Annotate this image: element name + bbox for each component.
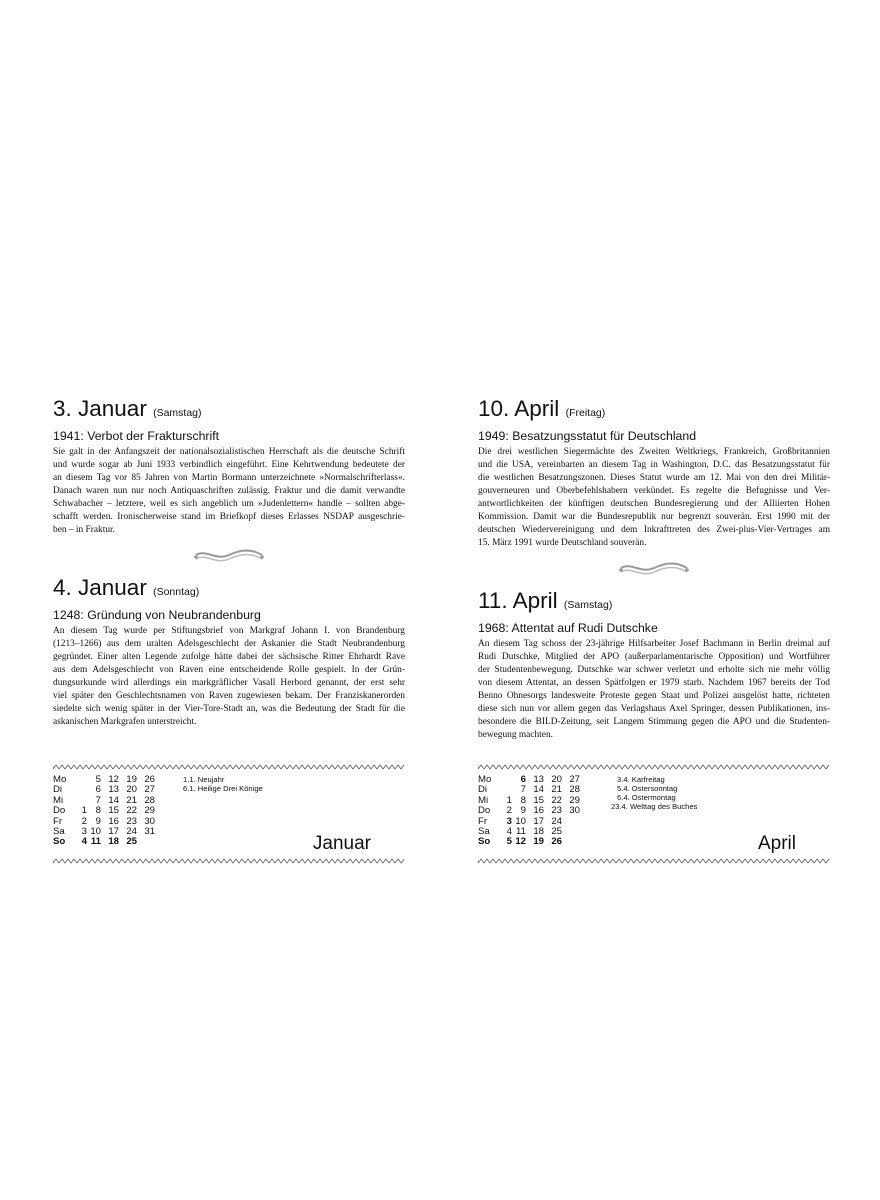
calendar-date: 3	[506, 815, 512, 827]
calendar-date: 26	[551, 836, 562, 848]
text-line: (1213–1266) aus dem uralten Adelsgeschlecht der Askanier die Stadt Neubrandenburg	[53, 639, 405, 649]
calendar-weekday: Mo	[478, 774, 492, 785]
text-line: besondere die BILD-Zeitung, seit Langem Stimmung gegen die APO und die Studenten-	[478, 717, 830, 727]
holiday-item: 1.1. Neujahr	[183, 775, 225, 784]
calendar-date: 27	[144, 784, 155, 796]
entry-text	[478, 446, 830, 550]
text-line: bewegung machten.	[478, 730, 553, 740]
calendar-month-name: Januar	[312, 833, 371, 854]
calendar-date: 14	[533, 784, 544, 796]
calendar-date: 21	[126, 794, 137, 806]
calendar-date: 10	[515, 815, 526, 827]
calendar-weekday: Mi	[478, 794, 489, 806]
calendar-date: 24	[126, 826, 137, 837]
calendar-date: 5	[506, 836, 512, 848]
calendar-weekday: Fr	[478, 815, 488, 827]
calendar-date: 15	[533, 794, 544, 806]
calendar-row-do	[478, 806, 598, 816]
calendar-date: 28	[569, 784, 580, 796]
calendar-date: 16	[108, 815, 119, 827]
entry-date: 4. Januar	[53, 575, 147, 600]
text-line: Benno Ohnesorgs landesweite Proteste gegen Staat und Polizei ausgelöst hatte, richteten	[478, 691, 830, 701]
calendar-date: 29	[569, 794, 580, 806]
entry-date-heading	[53, 396, 405, 426]
calendar-date: 19	[533, 836, 544, 848]
calendar-date: 3	[81, 826, 87, 837]
entry-title: 1248: Gründung von Neubrandenburg	[53, 608, 261, 622]
calendar-weekday: Fr	[53, 815, 63, 827]
holiday-item: 6.1. Heilige Drei Könige	[183, 784, 263, 793]
calendar-month-name: April	[757, 833, 796, 854]
text-line: Danach waren nun nur noch Antiquaschriften zulässig. Fraktur und die damit verwandte	[53, 486, 405, 496]
calendar-date: 16	[533, 805, 544, 817]
calendar-date: 1	[81, 805, 87, 817]
calendar-weekday: Mi	[53, 794, 64, 806]
entry-text	[53, 446, 405, 537]
entry-date-heading	[478, 396, 830, 426]
text-line: askanischen Markgrafen unterstreicht.	[53, 717, 197, 727]
entry-weekday: (Freitag)	[565, 407, 606, 419]
calendar-date: 9	[95, 815, 101, 827]
calendar-date: 20	[551, 774, 562, 785]
calendar-date: 17	[108, 826, 119, 837]
entry-title: 1968: Attentat auf Rudi Dutschke	[478, 621, 658, 635]
calendar-weekday: Sa	[53, 826, 65, 837]
calendar-row-do	[53, 806, 173, 816]
calendar-date: 7	[95, 794, 101, 806]
calendar-weekday: Do	[53, 805, 66, 817]
swirl-ornament-icon	[617, 559, 691, 581]
text-line: gegründet. Einer alten Legende zufolge hätte dabei der sächsische Ritter Ehrhardt Rave	[53, 652, 405, 662]
zigzag-bottom-border	[53, 858, 405, 864]
calendar-row-so	[53, 837, 173, 847]
calendar-januar	[53, 764, 405, 864]
entry-title: 1941: Verbot der Frakturschrift	[53, 429, 220, 443]
calendar-date: 17	[533, 815, 544, 827]
calendar-date: 11	[516, 826, 526, 837]
calendar-date: 25	[551, 826, 562, 837]
entry-3-januar	[53, 396, 405, 537]
holiday-list	[183, 775, 263, 793]
calendar-row-di	[478, 785, 598, 795]
calendar-date: 12	[515, 836, 526, 848]
holiday-item: 6.4. Ostermontag	[617, 793, 676, 802]
calendar-date: 25	[126, 836, 137, 848]
calendar-date: 6	[520, 774, 526, 785]
text-line: Sie galt in der Anfangszeit der nationalsozialistischen Herrschaft als die deutsche Schrift	[53, 447, 405, 457]
calendar-date: 18	[533, 826, 544, 837]
calendar-date: 21	[551, 784, 562, 796]
text-line: Die drei westlichen Siegermächte des Zweiten Weltkriegs, Frankreich, Großbritannien	[478, 447, 830, 457]
calendar-date: 22	[551, 794, 562, 806]
entry-10-april	[478, 396, 830, 550]
calendar-date: 29	[144, 805, 155, 817]
calendar-date: 23	[551, 805, 562, 817]
calendar-date: 2	[81, 815, 87, 827]
calendar-date: 31	[144, 826, 155, 837]
entry-11-april	[478, 588, 830, 742]
entry-weekday: (Samstag)	[563, 599, 613, 611]
text-line: diese sich nun vor allem gegen das Verlagshaus Axel Springer, dessen Publikationen, ins-	[478, 704, 830, 714]
calendar-row-so	[478, 837, 598, 847]
calendar-date: 12	[108, 774, 119, 785]
text-line: 15. März 1991 wurde Deutschland souverän.	[478, 538, 647, 548]
calendar-date: 27	[569, 774, 580, 785]
calendar-row-di	[53, 785, 173, 795]
entry-date-heading	[478, 588, 830, 618]
entry-date-heading	[53, 575, 405, 605]
entry-date: 11. April	[478, 588, 558, 613]
calendar-date: 23	[126, 815, 137, 827]
holiday-item: 5.4. Ostersonntag	[617, 784, 678, 793]
entry-date: 3. Januar	[53, 396, 147, 421]
text-line: siedelte sich wenig später in der Vier-Tore-Stadt an, was die Bedeutung der Stadt für die	[53, 704, 405, 714]
holiday-list	[611, 775, 697, 811]
entry-text	[478, 638, 830, 742]
entry-weekday: (Samstag)	[153, 407, 202, 419]
calendar-date: 14	[108, 794, 119, 806]
text-line: An diesem Tag wurde per Stiftungsbrief von Markgraf Johann I. von Brandenburg	[53, 626, 405, 636]
calendar-weekday: Di	[53, 784, 63, 796]
text-line: der Studentenbewegung. Dutschke war schwer verletzt und erholte sich nie mehr völlig	[478, 665, 830, 675]
entry-date: 10. April	[478, 396, 560, 421]
calendar-weekday: Mo	[53, 774, 67, 785]
calendar-date: 5	[95, 774, 101, 785]
calendar-date: 15	[108, 805, 119, 817]
text-line: An diesem Tag schoss der 23-jährige Hilfsarbeiter Josef Bachmann in Berlin dreimal auf	[478, 639, 830, 649]
calendar-date: 9	[520, 805, 526, 817]
text-line: Kommission. Damit war die Bundesrepublik nur begrenzt souverän. Erst 1990 mit der	[478, 512, 830, 522]
calendar-weekday: Sa	[478, 826, 490, 837]
calendar-date: 28	[144, 794, 155, 806]
calendar-date: 22	[126, 805, 137, 817]
text-line: dungsurkunde wird allerdings ein markgräflicher Vasall Herbord genannt, der erst sehr	[53, 678, 405, 688]
calendar-date: 13	[533, 774, 544, 785]
holiday-item: 23.4. Welttag des Buches	[611, 802, 698, 811]
text-line: aus dem Adelsgeschlecht von Raven eine entscheidende Rolle gespielt. In der Grün-	[53, 665, 405, 675]
entry-title: 1949: Besatzungsstatut für Deutschland	[478, 429, 697, 443]
text-line: antwortlichkeiten der künftigen deutschen Bundesregierung und der Alliierten Hohen	[478, 499, 830, 509]
calendar-weekday: So	[53, 836, 66, 848]
calendar-date: 4	[81, 836, 87, 848]
text-line: schafft werden. Ironischerweise stand im Briefkopf dieses Erlasses NSDAP ausgeschrie-	[53, 512, 405, 522]
entry-4-januar	[53, 575, 405, 729]
text-line: die westlichen Besatzungszonen. Dieses Statut wurde am 12. Mai von den drei Militär-	[478, 473, 830, 483]
calendar-date: 1	[506, 794, 512, 806]
calendar-weekday: Di	[478, 784, 488, 796]
calendar-body	[478, 770, 830, 858]
entry-weekday: (Sonntag)	[153, 586, 200, 598]
text-line: von diesem Attentat, an dessen Spätfolgen er 1979 starb. Nachdem 1967 bereits der Tod	[478, 678, 830, 688]
calendar-date: 2	[506, 805, 512, 817]
calendar-april	[478, 764, 830, 864]
calendar-body	[53, 770, 405, 858]
text-line: und die USA, vereinbarten an diesem Tag in Washington, D.C. das Besatzungsstatut für	[478, 460, 830, 470]
calendar-weekday: So	[478, 836, 491, 848]
text-line: viel später den Geschlechtsnamen von Raven zugewiesen bekam. Der Franziskanerorden	[53, 691, 405, 701]
text-line: ben – in Fraktur.	[53, 525, 115, 535]
calendar-weekday: Do	[478, 805, 491, 817]
text-line: gouverneuren und Oberbefehlshabern verkündet. Es regelte die Befugnisse und Ver-	[478, 486, 830, 496]
calendar-date: 30	[144, 815, 155, 827]
calendar-date: 18	[108, 836, 119, 848]
right-page	[478, 396, 830, 742]
calendar-date: 26	[144, 774, 155, 785]
calendar-date: 10	[90, 826, 101, 837]
calendar-date: 4	[506, 826, 512, 837]
left-page	[53, 396, 405, 729]
text-line: Rudi Dutschke, Mitglied der APO (außerparlamentarische Opposition) und Wortführer	[478, 652, 830, 662]
calendar-date: 13	[108, 784, 119, 796]
calendar-date: 24	[551, 815, 562, 827]
text-line: an diesem Tag vor 85 Jahren von Martin Bormann unterzeichnete »Normalschrifterlass«.	[53, 473, 405, 483]
text-line: Schwabacher – letztere, weil es sich angeblich um »Judenlettern« handle – sollten abge-	[53, 499, 405, 509]
calendar-date: 30	[569, 805, 580, 817]
swirl-ornament-icon	[192, 546, 266, 568]
zigzag-bottom-border	[478, 858, 830, 864]
calendar-date: 6	[95, 784, 101, 796]
calendar-date: 20	[126, 784, 137, 796]
text-line: und wurde sogar ab Juni 1933 verbindlich eingeführt. Eine Kehrtwendung bedeutete der	[53, 460, 405, 470]
calendar-date: 8	[520, 794, 526, 806]
holiday-item: 3.4. Karfreitag	[617, 775, 665, 784]
calendar-date: 8	[95, 805, 101, 817]
calendar-date: 19	[126, 774, 137, 785]
calendar-date: 7	[520, 784, 526, 796]
entry-text	[53, 625, 405, 729]
calendar-date: 11	[90, 836, 101, 848]
text-line: deutschen Wiedervereinigung und dem Inkrafttreten des Zwei-plus-Vier-Vertrages am	[478, 525, 830, 535]
